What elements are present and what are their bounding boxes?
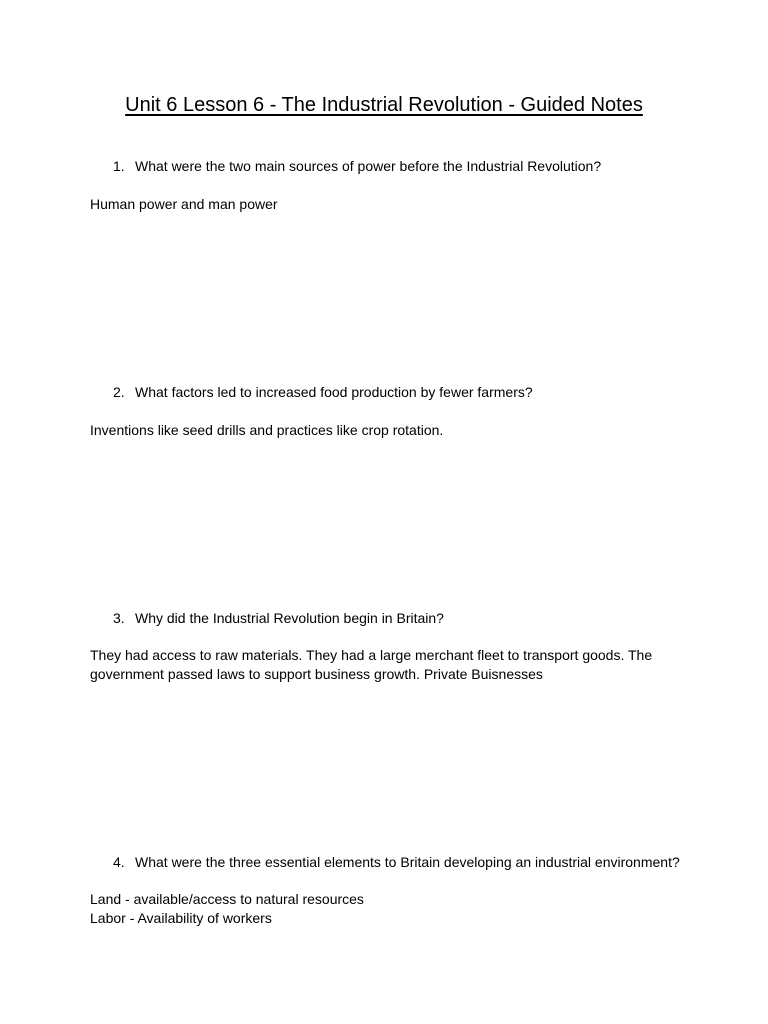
answer-line: government passed laws to support business growth. Private Buisnesses bbox=[90, 666, 543, 682]
answer-line: Inventions like seed drills and practices like crop rotation. bbox=[90, 422, 444, 438]
question-number: 4. bbox=[113, 854, 125, 870]
question-1 bbox=[113, 157, 601, 175]
question-number: 1. bbox=[113, 158, 125, 174]
question-text: What factors led to increased food production by fewer farmers? bbox=[135, 384, 533, 400]
question-text: Why did the Industrial Revolution begin in Britain? bbox=[135, 610, 444, 626]
answer-3 bbox=[90, 646, 690, 684]
answer-line: Human power and man power bbox=[90, 196, 278, 212]
question-4 bbox=[113, 853, 680, 871]
question-number: 2. bbox=[113, 384, 125, 400]
answer-line: Land - available/access to natural resources bbox=[90, 891, 364, 907]
document-title: Unit 6 Lesson 6 - The Industrial Revolution - Guided Notes bbox=[125, 94, 643, 116]
answer-line: Labor - Availability of workers bbox=[90, 910, 272, 926]
question-text: What were the three essential elements to Britain developing an industrial environment? bbox=[135, 854, 680, 870]
question-text: What were the two main sources of power before the Industrial Revolution? bbox=[135, 158, 602, 174]
answer-1 bbox=[90, 195, 690, 214]
answer-line: They had access to raw materials. They had a large merchant fleet to transport goods. The bbox=[90, 647, 653, 663]
question-2 bbox=[113, 383, 533, 401]
question-3 bbox=[113, 609, 444, 627]
answer-4 bbox=[90, 890, 690, 928]
answer-2 bbox=[90, 421, 690, 440]
question-number: 3. bbox=[113, 610, 125, 626]
